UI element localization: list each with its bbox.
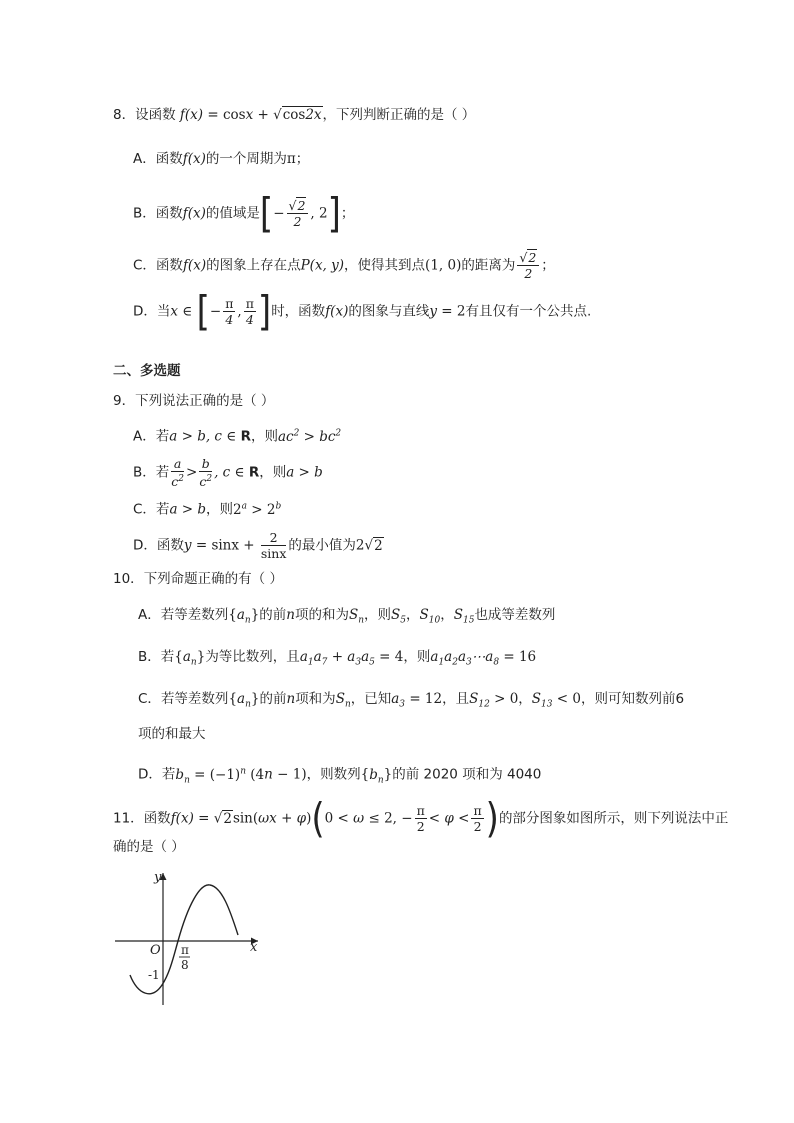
tick-pi: π: [181, 943, 189, 957]
tick-den: 8: [181, 958, 189, 972]
q9-option-d: D．函数y = sinx + $\frac{2}{\sin x}$ 的最小值为2√2: [133, 530, 383, 561]
x-label: x: [250, 940, 258, 955]
q10-option-b: B．若$\{a_n\}$为等比数列，且$a_1a_7 + a_3a_5 = 4$，则$a_1a_2a_3\cdots a_8 = 16$: [138, 649, 537, 668]
q8-option-d: D．当x ∈ [− $\frac{\pi}{4}$ , $\frac{\pi}{4}$ ]时，函数f(x)的图象与直线y = 2有且仅有一个公共点.: [133, 287, 592, 336]
q8-option-a: A．函数f(x)的一个周期为π；: [133, 151, 310, 167]
q9-stem: 9．下列说法正确的是（ ）: [113, 393, 275, 409]
q8-formula: f: [179, 107, 185, 123]
q9-option-c: C．若a > b，则$2^a > 2^b$: [133, 501, 282, 518]
origin-label: O: [150, 943, 161, 958]
q10-option-d: D．若$b_n = (-1)^n$ (4n − 1)，则数列$\{b_n\}$的前 2020 项和为 4040: [138, 766, 542, 786]
q11-stem: 11．函数f(x) = √2sin(ωx + φ)(0 < ω ≤ 2, − $\frac{\pi}{2}$ < φ < $\frac{\pi}{2}$ )的部分图象如图所示，则下列说法中正: [113, 794, 729, 843]
y-label: y: [154, 870, 162, 885]
q11-stem-line2: 确的是（ ）: [113, 839, 185, 855]
neg-one-label: -1: [148, 968, 160, 982]
q9-option-a: A．若a > b, c ∈ R，则$ac^2 > bc^2$: [133, 428, 342, 445]
section-heading: 二、多选题: [113, 363, 181, 379]
q8-option-c: C．函数f(x)的图象上存在点P(x, y)，使得其到点(1, 0)的距离为 $\frac{√2}{2}$ ；: [133, 250, 555, 281]
q10-option-c-line2: 项的和最大: [138, 726, 206, 742]
q8-stem: 8．设函数 f(x) = cosx + √cos2x，下列判断正确的是（ ）: [113, 107, 476, 123]
q10-stem: 10．下列命题正确的有（ ）: [113, 571, 283, 587]
q10-option-c: C．若等差数列$\{a_n\}$的前n项和为$S_n$，已知$a_3 = 12$，且$S_{12} > 0$，$S_{13} < 0$，则可知数列前6: [138, 691, 685, 710]
q10-option-a: A．若等差数列$\{a_n\}$的前n项的和为$S_n$，则$S_5$，$S_{10}$，$S_{15}$也成等差数列: [138, 607, 556, 626]
q11-graph: [110, 865, 270, 1010]
q9-option-b: B．若 $\frac{a}{c^2}$ > $\frac{b}{c^2}$ , c ∈ R，则a > b: [133, 456, 323, 490]
sine-curve: [130, 885, 238, 994]
q8-option-b: B．函数f(x)的值域是[− $\frac{√2}{2}$ , 2]；: [133, 189, 355, 238]
